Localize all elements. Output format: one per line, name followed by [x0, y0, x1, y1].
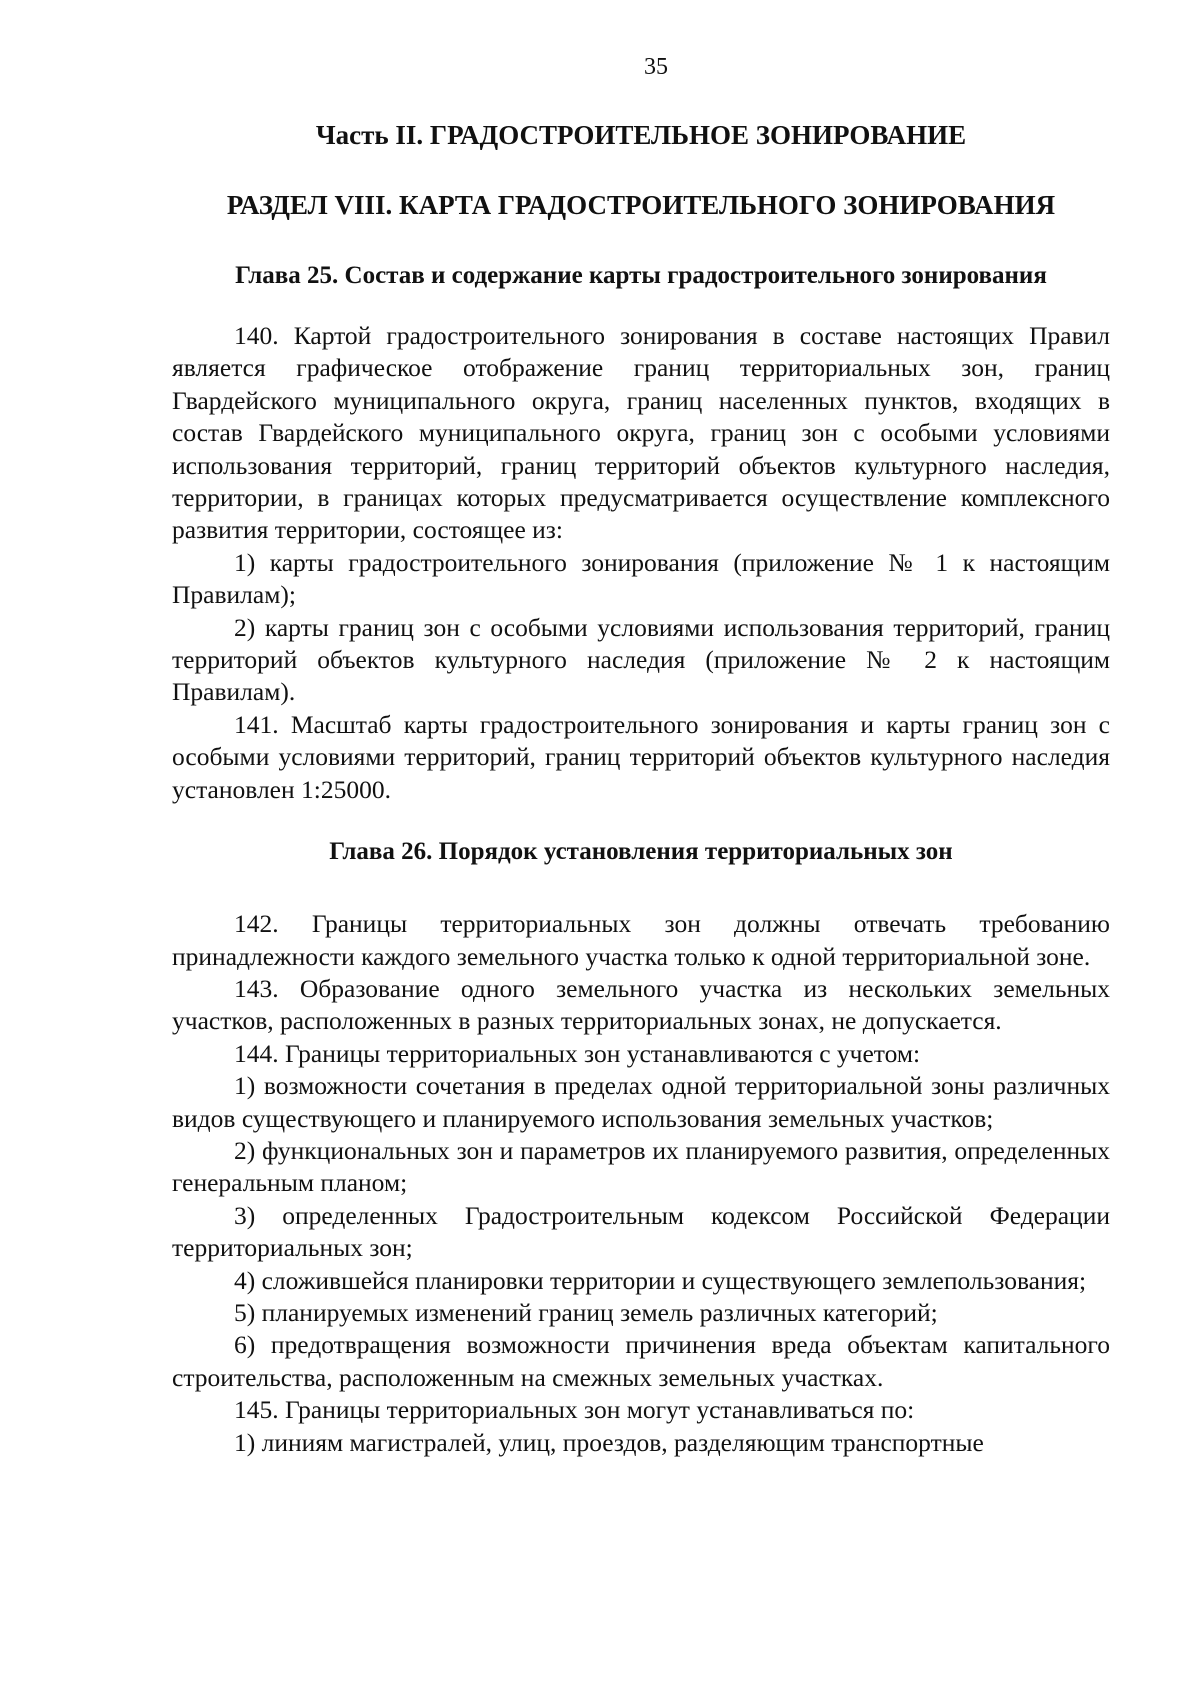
page-number: 35 — [644, 54, 668, 80]
part-title: Часть II. ГРАДОСТРОИТЕЛЬНОЕ ЗОНИРОВАНИЕ — [315, 120, 967, 150]
paragraph-144-item-2: 2) функциональных зон и параметров их планируемого развития, определенных генеральным планом; — [172, 1135, 1110, 1198]
paragraph-143: 143. Образование одного земельного участка из нескольких земельных участков, расположенных в разных территориальных зонах, не допускается. — [172, 973, 1110, 1036]
paragraph-145: 145. Границы территориальных зон могут устанавливаться по: — [234, 1395, 915, 1425]
paragraph-140: 140. Картой градостроительного зонирования в составе настоящих Правил является графическое отображение границ территориальных зон, границ Гвардейского муниципального округа, границ населенных пунктов, входящих в состав Гвардейского муниципального округа, границ зон с особыми условиями использования территорий, границ территорий объектов культурного наследия, территории, в границах которых предусматривается осуществление комплексного развития территории, состоящее из: — [172, 321, 1110, 545]
chapter-25-title: Глава 25. Состав и содержание карты градостроительного зонирования — [235, 262, 1047, 289]
paragraph-144-item-5: 5) планируемых изменений границ земель различных категорий; — [234, 1297, 938, 1327]
paragraph-145-item-1: 1) линиям магистралей, улиц, проездов, разделяющим транспортные — [234, 1427, 984, 1457]
chapter-26-title: Глава 26. Порядок установления территориальных зон — [329, 838, 953, 866]
paragraph-140-item-1: 1) карты градостроительного зонирования (приложение № 1 к настоящим Правилам); — [172, 547, 1110, 610]
paragraph-144-item-6: 6) предотвращения возможности причинения вреда объектам капитального строительства, расположенным на смежных земельных участках. — [172, 1330, 1110, 1392]
paragraph-144-item-4: 4) сложившейся планировки территории и существующего землепользования; — [234, 1265, 1087, 1295]
paragraph-144-item-1: 1) возможности сочетания в пределах одной территориальной зоны различных видов существующего и планируемого использования земельных участков; — [172, 1071, 1110, 1133]
paragraph-141: 141. Масштаб карты градостроительного зонирования и карты границ зон с особыми условиями территорий, границ территорий объектов культурного наследия установлен 1:25000. — [172, 709, 1110, 804]
paragraph-142: 142. Границы территориальных зон должны отвечать требованию принадлежности каждого земельного участка только к одной территориальной зоне. — [172, 909, 1110, 971]
section-title: РАЗДЕЛ VIII. КАРТА ГРАДОСТРОИТЕЛЬНОГО ЗОНИРОВАНИЯ — [226, 190, 1056, 220]
paragraph-144-item-3: 3) определенных Градостроительным кодексом Российской Федерации территориальных зон; — [172, 1200, 1110, 1263]
paragraph-144: 144. Границы территориальных зон устанавливаются с учетом: — [234, 1038, 921, 1068]
paragraph-140-item-2: 2) карты границ зон с особыми условиями использования территорий, границ территорий объектов культурного наследия (приложение № 2 к настоящим Правилам). — [172, 612, 1110, 707]
